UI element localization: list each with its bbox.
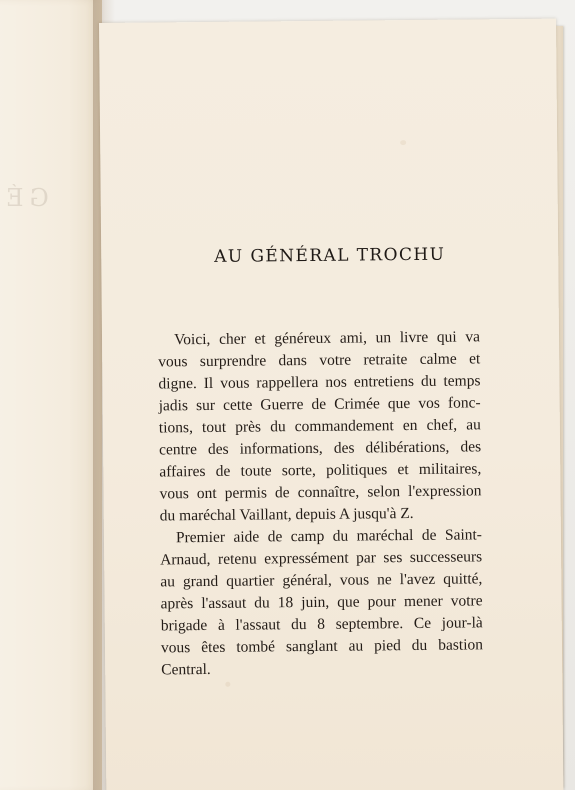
left-page [0,0,102,790]
text-line: Central. [161,660,211,679]
text-line: après l'assaut du 18 juin, que pour mener votre [160,592,483,613]
text-line: du maréchal Vaillant, depuis A jusqu'à Z. [159,505,414,525]
text-line: affaires de toute sorte, politiques et militaires, [159,460,482,481]
text-line: vous surprendre dans votre retraite calme et [158,350,481,371]
text-line: Arnaud, retenu expressément par ses successeurs [160,548,483,569]
text-line: centre des informations, des délibérations, des [159,438,482,459]
text-line: vous êtes tombé sanglant au pied du bastion [160,636,484,657]
text-line: jadis sur cette Guerre de Crimée que vos fonc- [158,394,481,415]
text-line: vous ont permis de connaître, selon l'expression [159,482,482,503]
right-page [99,19,563,790]
text-line: brigade à l'assaut du 8 septembre. Ce jour-là [160,614,483,635]
dedication-title: AU GÉNÉRAL TROCHU [214,244,446,267]
text-line: digne. Il vous rappellera nos entretiens du temps [158,372,481,393]
dedication-body [158,326,483,681]
text-line: Premier aide de camp du maréchal de Saint- [175,526,483,547]
text-line: Voici, cher et généreux ami, un livre qui va [173,328,481,349]
show-through-text: GÉ [0,184,49,212]
text-line: au grand quartier général, vous ne l'avez quitté, [160,570,483,591]
text-line: tions, tout près du commandement en chef, au [158,416,481,437]
